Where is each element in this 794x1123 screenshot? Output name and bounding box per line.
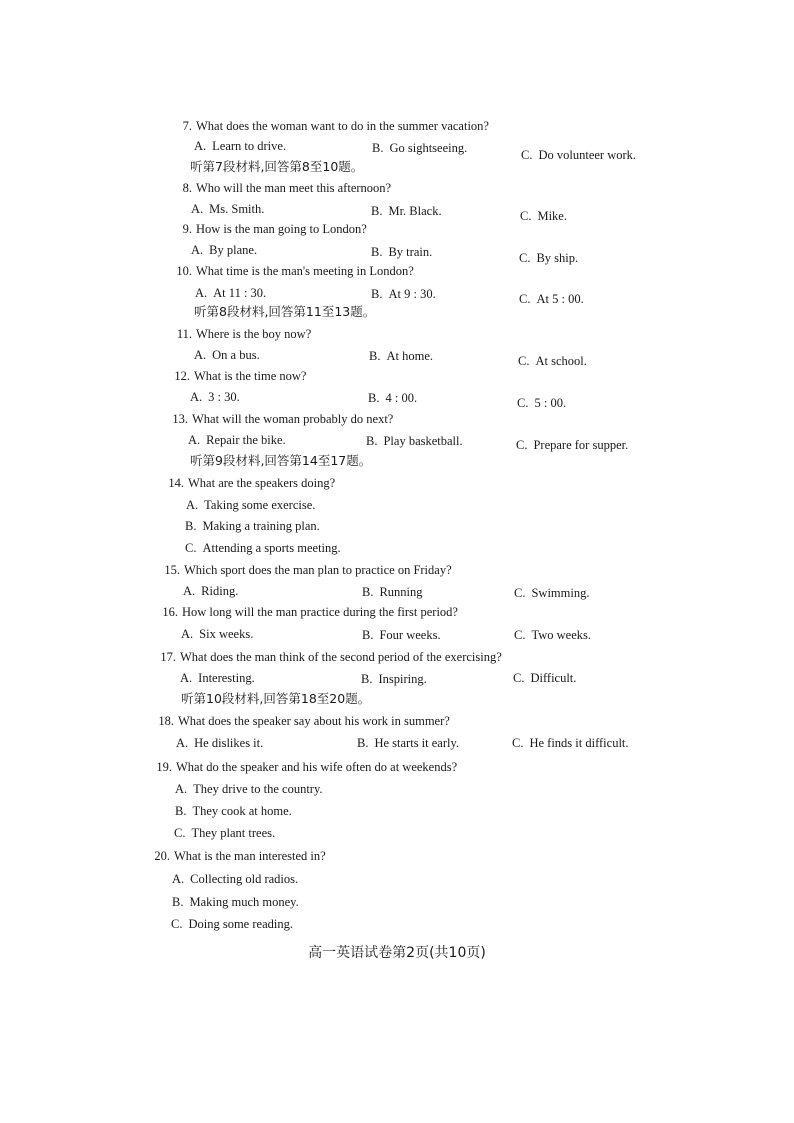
option-b: B. At 9 : 30.: [371, 287, 436, 301]
question-stem: Who will the man meet this afternoon?: [196, 181, 392, 195]
option-b: B. Running: [362, 585, 423, 599]
option-b: B. 4 : 00.: [368, 391, 418, 405]
question-stem: Which sport does the man plan to practice on Friday?: [184, 563, 452, 577]
option-a: A. By plane.: [191, 243, 258, 257]
option-c: C. At 5 : 00.: [519, 292, 584, 306]
question-20: 20. What is the man interested in?: [154, 849, 326, 863]
question-number: 7.: [182, 119, 192, 133]
option-b: B. By train.: [371, 245, 433, 259]
question-stem: Where is the boy now?: [196, 327, 312, 341]
question-stem: What does the man think of the second period of the exercising?: [180, 650, 502, 664]
option-a: A. He dislikes it.: [176, 736, 264, 750]
question-stem: What is the man interested in?: [174, 849, 326, 863]
option-c: C. Prepare for supper.: [516, 438, 629, 452]
option-a: A. At 11 : 30.: [195, 286, 267, 300]
section-heading: 听第9段材料,回答第14至17题。: [190, 453, 372, 468]
question-stem: What do the speaker and his wife often do at weekends?: [176, 760, 458, 774]
option-c: C. Mike.: [520, 209, 567, 223]
section-heading: 听第10段材料,回答第18至20题。: [181, 691, 371, 706]
question-13: 13. What will the woman probably do next?: [172, 412, 394, 426]
option-b: B. Play basketball.: [366, 434, 463, 448]
question-8: 8. Who will the man meet this afternoon?: [182, 181, 392, 195]
question-stem: What are the speakers doing?: [188, 476, 336, 490]
option-b: B. Making a training plan.: [185, 519, 320, 533]
option-a: A. Riding.: [183, 584, 239, 598]
option-b: B. Four weeks.: [362, 628, 441, 642]
option-a: A. 3 : 30.: [190, 390, 240, 404]
option-b: B. Making much money.: [172, 895, 299, 909]
option-c: C. Swimming.: [514, 586, 590, 600]
question-stem: What will the woman probably do next?: [192, 412, 394, 426]
option-c: C. Two weeks.: [514, 628, 591, 642]
option-b: B. Inspiring.: [361, 672, 427, 686]
question-stem: What time is the man's meeting in London?: [196, 264, 414, 278]
question-stem: What is the time now?: [194, 369, 307, 383]
question-stem: What does the speaker say about his work in summer?: [178, 714, 450, 728]
option-b: B. He starts it early.: [357, 736, 460, 750]
question-stem: How is the man going to London?: [196, 222, 367, 236]
question-18: 18. What does the speaker say about his work in summer?: [158, 714, 450, 728]
question-11: 11. Where is the boy now?: [176, 327, 312, 341]
option-a: A. Learn to drive.: [194, 139, 287, 153]
option-b: B. They cook at home.: [175, 804, 292, 818]
question-9: 9. How is the man going to London?: [182, 222, 367, 236]
option-c: C. Do volunteer work.: [521, 148, 637, 162]
question-19: 19. What do the speaker and his wife often do at weekends?: [156, 760, 458, 774]
option-a: A. Ms. Smith.: [191, 202, 265, 216]
option-b: B. Go sightseeing.: [372, 141, 468, 155]
question-12: 12. What is the time now?: [174, 369, 307, 383]
question-7: [168, 120, 489, 133]
option-c: C. 5 : 00.: [517, 396, 567, 410]
section-heading: 听第7段材料,回答第8至10题。: [190, 159, 364, 174]
question-15: 15. Which sport does the man plan to practice on Friday?: [164, 563, 452, 577]
option-a: A. Interesting.: [180, 671, 255, 685]
option-c: C. Doing some reading.: [171, 917, 293, 931]
option-b: B. Mr. Black.: [371, 204, 442, 218]
option-a: A. Repair the bike.: [188, 433, 286, 447]
option-a: A. On a bus.: [194, 348, 260, 362]
question-stem: How long will the man practice during the first period?: [182, 605, 458, 619]
option-a: A. Six weeks.: [181, 627, 254, 641]
option-c: C. At school.: [518, 354, 587, 368]
question-17: 17. What does the man think of the second period of the exercising?: [160, 650, 502, 664]
option-c: C. He finds it difficult.: [512, 736, 629, 750]
option-a: A. Collecting old radios.: [172, 872, 299, 886]
option-a: A. They drive to the country.: [175, 782, 323, 796]
question-10: 10. What time is the man's meeting in London?: [176, 264, 414, 278]
option-b: B. At home.: [369, 349, 433, 363]
option-c: C. By ship.: [519, 251, 579, 265]
option-a: A. Taking some exercise.: [186, 498, 316, 512]
page-footer: 高一英语试卷第2页(共10页): [308, 945, 486, 961]
section-heading: 听第8段材料,回答第11至13题。: [194, 304, 376, 319]
question-14: 14. What are the speakers doing?: [168, 476, 336, 490]
question-16: 16. How long will the man practice during the first period?: [162, 605, 458, 619]
option-c: C. Attending a sports meeting.: [185, 541, 341, 555]
option-c: C. They plant trees.: [174, 826, 276, 840]
option-c: C. Difficult.: [513, 671, 577, 685]
question-stem: What does the woman want to do in the summer vacation?: [196, 119, 489, 133]
